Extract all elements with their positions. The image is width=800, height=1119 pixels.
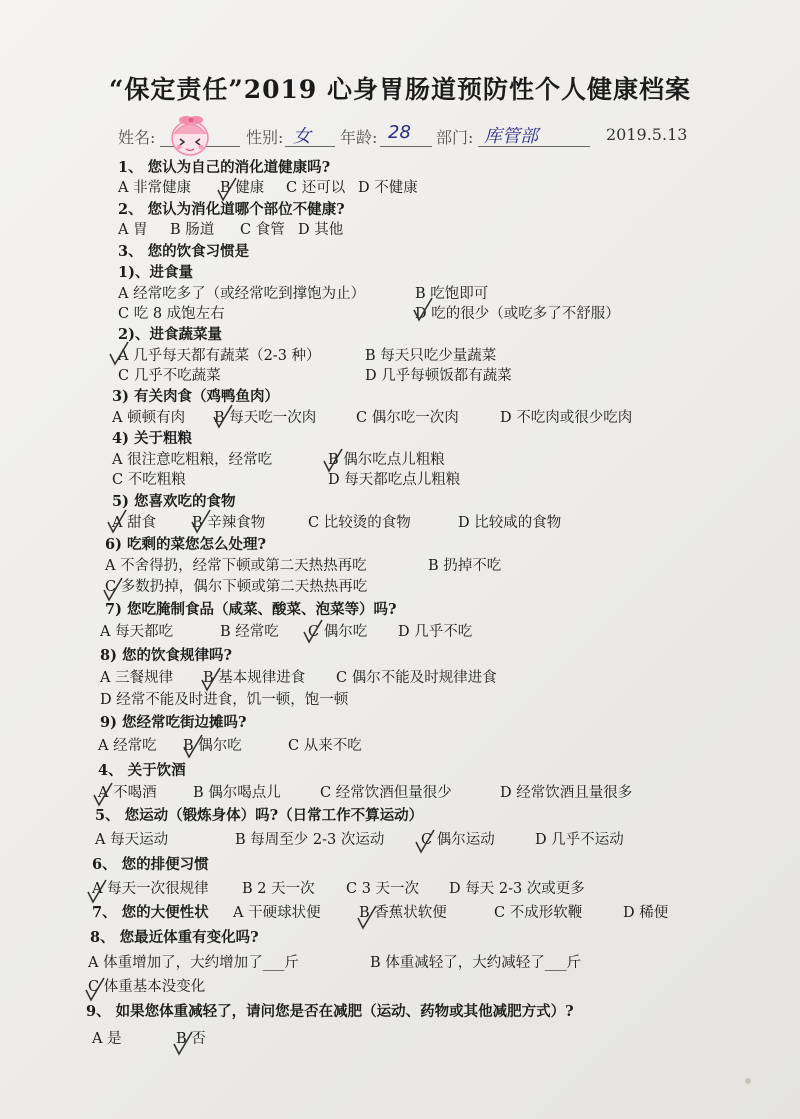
option[interactable]: D 比较咸的食物 bbox=[458, 515, 562, 531]
sub-question-4: 4) 关于粗粮 bbox=[112, 430, 192, 447]
cartoon-avatar-sticker bbox=[166, 112, 214, 160]
option[interactable]: D 每天 2-3 次或更多 bbox=[449, 881, 585, 897]
option[interactable]: B 每周至少 2-3 次运动 bbox=[235, 832, 385, 848]
option[interactable]: A 很注意吃粗粮，经常吃 bbox=[112, 452, 273, 468]
option[interactable]: C 从来不吃 bbox=[288, 738, 362, 754]
sub-question-9: 9) 您经常吃街边摊吗? bbox=[100, 714, 247, 731]
option[interactable]: D 吃的很少（或吃多了不舒服） bbox=[415, 306, 620, 322]
sub-question-5: 5) 您喜欢吃的食物 bbox=[112, 493, 236, 510]
question-7: 7、 您的大便性状 bbox=[92, 904, 209, 921]
option[interactable]: D 几乎不吃 bbox=[398, 624, 473, 640]
option[interactable]: A 每天一次很规律 bbox=[92, 881, 209, 897]
option[interactable]: B 否 bbox=[176, 1031, 206, 1047]
dept-label: 部门: bbox=[436, 128, 474, 147]
option[interactable]: D 经常饮酒且量很多 bbox=[500, 785, 633, 801]
question-2: 2、 您认为消化道哪个部位不健康? bbox=[118, 201, 345, 218]
age-label: 年龄: bbox=[340, 128, 378, 147]
option[interactable]: C 3 天一次 bbox=[346, 881, 420, 897]
option[interactable]: B 肠道 bbox=[170, 222, 215, 238]
sub-question-3: 3) 有关肉食（鸡鸭鱼肉） bbox=[112, 388, 279, 405]
option[interactable]: A 体重增加了，大约增加了___斤 bbox=[88, 955, 299, 971]
option[interactable]: B 每天吃一次肉 bbox=[214, 410, 317, 426]
option[interactable]: C 体重基本没变化 bbox=[88, 979, 206, 995]
option[interactable]: B 基本规律进食 bbox=[203, 670, 306, 686]
option[interactable]: A 干硬球状便 bbox=[233, 905, 321, 921]
age-field[interactable] bbox=[380, 146, 432, 147]
option[interactable]: B 吃饱即可 bbox=[415, 286, 489, 302]
option[interactable]: B 偶尔吃点儿粗粮 bbox=[328, 452, 445, 468]
option[interactable]: D 不健康 bbox=[358, 180, 418, 196]
option[interactable]: A 经常吃多了（或经常吃到撑饱为止） bbox=[118, 286, 366, 302]
paper-mark bbox=[745, 1078, 751, 1084]
option[interactable]: A 三餐规律 bbox=[100, 670, 174, 686]
option[interactable]: C 不吃粗粮 bbox=[112, 472, 186, 488]
option[interactable]: A 甜食 bbox=[112, 515, 157, 531]
option[interactable]: C 吃 8 成饱左右 bbox=[118, 306, 225, 322]
option[interactable]: A 胃 bbox=[118, 222, 148, 238]
option[interactable]: D 几乎每顿饭都有蔬菜 bbox=[365, 368, 512, 384]
option[interactable]: C 偶尔运动 bbox=[421, 832, 495, 848]
option[interactable]: B 偶尔喝点儿 bbox=[193, 785, 281, 801]
name-label: 姓名: bbox=[118, 128, 156, 147]
question-9: 9、 如果您体重减轻了，请问您是否在减肥（运动、药物或其他减肥方式）? bbox=[86, 1003, 574, 1020]
sub-question-7: 7) 您吃腌制食品（咸菜、酸菜、泡菜等）吗? bbox=[105, 601, 397, 618]
gender-value: 女 bbox=[293, 126, 311, 147]
sub-question-8: 8) 您的饮食规律吗? bbox=[100, 647, 232, 664]
option[interactable]: A 不喝酒 bbox=[98, 785, 157, 801]
gender-label: 性别: bbox=[246, 128, 284, 147]
option[interactable]: C 经常饮酒但量很少 bbox=[320, 785, 452, 801]
option[interactable]: A 是 bbox=[92, 1031, 122, 1047]
sub-question-6: 6) 吃剩的菜您怎么处理? bbox=[105, 536, 266, 553]
option[interactable]: A 顿顿有肉 bbox=[112, 410, 186, 426]
question-8: 8、 您最近体重有变化吗? bbox=[90, 929, 259, 946]
option[interactable]: D 经常不能及时进食，饥一顿，饱一顿 bbox=[100, 692, 349, 708]
option[interactable]: A 每天运动 bbox=[95, 832, 169, 848]
age-value: 28 bbox=[388, 122, 411, 143]
option[interactable]: B 香蕉状软便 bbox=[359, 905, 447, 921]
option[interactable]: C 几乎不吃蔬菜 bbox=[118, 368, 221, 384]
option[interactable]: D 其他 bbox=[298, 222, 344, 238]
option[interactable]: C 还可以 bbox=[286, 180, 346, 196]
option[interactable]: D 稀便 bbox=[623, 905, 669, 921]
question-1: 1、 您认为自己的消化道健康吗? bbox=[118, 159, 331, 176]
option[interactable]: B 健康 bbox=[220, 180, 265, 196]
option[interactable]: C 多数扔掉，偶尔下顿或第二天热热再吃 bbox=[105, 579, 368, 595]
date-text: 2019.5.13 bbox=[606, 125, 688, 144]
option[interactable]: C 偶尔不能及时规律进食 bbox=[336, 670, 497, 686]
option[interactable]: B 2 天一次 bbox=[242, 881, 315, 897]
question-3: 3、 您的饮食习惯是 bbox=[118, 243, 250, 260]
option[interactable]: A 非常健康 bbox=[118, 180, 192, 196]
question-6: 6、 您的排便习惯 bbox=[92, 856, 209, 873]
sub-question-1: 1)、进食量 bbox=[118, 264, 193, 281]
question-4: 4、 关于饮酒 bbox=[98, 762, 186, 779]
option[interactable]: B 辛辣食物 bbox=[192, 515, 266, 531]
option[interactable]: B 扔掉不吃 bbox=[428, 558, 502, 574]
option[interactable]: B 每天只吃少量蔬菜 bbox=[365, 348, 497, 364]
option[interactable]: C 食管 bbox=[240, 222, 285, 238]
option[interactable]: C 偶尔吃一次肉 bbox=[356, 410, 459, 426]
option[interactable]: A 几乎每天都有蔬菜（2-3 种） bbox=[118, 348, 321, 364]
dept-value: 库管部 bbox=[484, 126, 538, 147]
option[interactable]: C 比较烫的食物 bbox=[308, 515, 411, 531]
document-title: “保定责任”2019 心身胃肠道预防性个人健康档案 bbox=[108, 75, 692, 104]
option[interactable]: B 偶尔吃 bbox=[183, 738, 242, 754]
option[interactable]: C 不成形软鞭 bbox=[494, 905, 583, 921]
option[interactable]: A 每天都吃 bbox=[100, 624, 174, 640]
option[interactable]: D 每天都吃点儿粗粮 bbox=[328, 472, 461, 488]
option[interactable]: D 不吃肉或很少吃肉 bbox=[500, 410, 633, 426]
option[interactable]: C 偶尔吃 bbox=[308, 624, 368, 640]
option[interactable]: B 经常吃 bbox=[220, 624, 279, 640]
question-5: 5、 您运动（锻炼身体）吗?（日常工作不算运动） bbox=[95, 807, 424, 824]
option[interactable]: A 经常吃 bbox=[98, 738, 157, 754]
option[interactable]: A 不舍得扔，经常下顿或第二天热热再吃 bbox=[105, 558, 367, 574]
sub-question-2: 2)、进食蔬菜量 bbox=[118, 326, 222, 343]
option[interactable]: D 几乎不运动 bbox=[535, 832, 624, 848]
option[interactable]: B 体重减轻了，大约减轻了___斤 bbox=[370, 955, 582, 971]
